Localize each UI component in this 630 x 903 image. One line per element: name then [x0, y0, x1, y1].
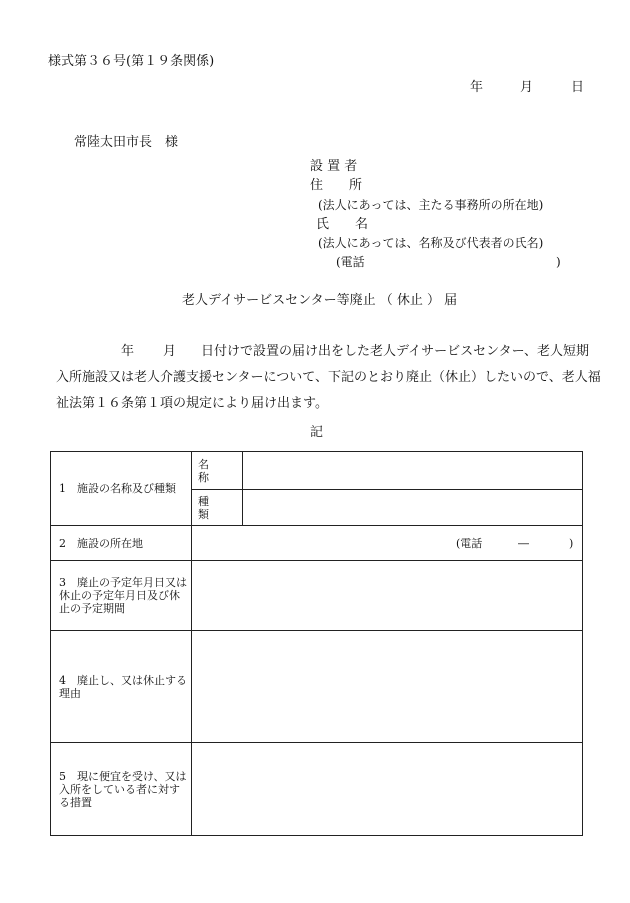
body-line3: 祉法第１６条第１項の規定により届け出ます。 — [56, 396, 328, 411]
table-row — [51, 526, 583, 561]
date-day-label: 日 — [571, 80, 585, 95]
address-label: 住 所 — [310, 178, 363, 193]
date-year-label: 年 — [470, 80, 484, 95]
location-phone-open: (電話 — [456, 537, 483, 550]
facility-name-sublabel: 名 称 — [192, 452, 243, 490]
name-label: 氏 名 — [316, 217, 369, 232]
date-month-label: 月 — [520, 80, 534, 95]
form-number: 様式第３６号(第１９条関係) — [48, 54, 215, 69]
name-note: (法人にあっては、名称及び代表者の氏名) — [318, 236, 544, 250]
facility-location-label: 2 施設の所在地 — [51, 526, 192, 561]
facility-location-field[interactable] — [192, 526, 583, 561]
reason-label: 4 廃止し、又は休止する理由 — [51, 631, 192, 743]
table-row — [51, 743, 583, 836]
location-phone-dash: ― — [518, 537, 529, 550]
applicant-phone-open: (電話 — [336, 255, 365, 269]
measures-label: 5 現に便宜を受け、又は入所をしている者に対する措置 — [51, 743, 192, 836]
document-title: 老人デイサービスセンター等廃止 （ 休止 ） 届 — [182, 293, 458, 308]
address-note: (法人にあっては、主たる事務所の所在地) — [318, 198, 544, 212]
planned-date-field[interactable] — [192, 561, 583, 631]
facility-name-field[interactable] — [243, 452, 583, 490]
ki-mark: 記 — [310, 425, 324, 440]
body-month: 月 — [163, 344, 177, 359]
table-row — [51, 631, 583, 743]
facility-form-table — [50, 451, 583, 836]
body-line2: 入所施設又は老人介護支援センターについて、下記のとおり廃止（休止）したいので、老人福 — [56, 370, 601, 385]
body-line1: 日付けで設置の届け出をした老人デイサービスセンター、老人短期 — [201, 344, 590, 359]
body-year: 年 — [121, 344, 135, 359]
addressee: 常陸太田市長 様 — [74, 135, 179, 150]
facility-type-sublabel: 種 類 — [192, 490, 243, 526]
location-phone-close: ) — [569, 537, 574, 550]
applicant-phone-close: ) — [556, 255, 561, 269]
reason-field[interactable] — [192, 631, 583, 743]
facility-type-field[interactable] — [243, 490, 583, 526]
applicant-heading: 設 置 者 — [310, 159, 358, 174]
facility-name-type-label: 1 施設の名称及び種類 — [51, 452, 192, 526]
table-row — [51, 561, 583, 631]
table-row — [51, 452, 583, 490]
measures-field[interactable] — [192, 743, 583, 836]
planned-date-label: 3 廃止の予定年月日又は休止の予定年月日及び休止の予定期間 — [51, 561, 192, 631]
